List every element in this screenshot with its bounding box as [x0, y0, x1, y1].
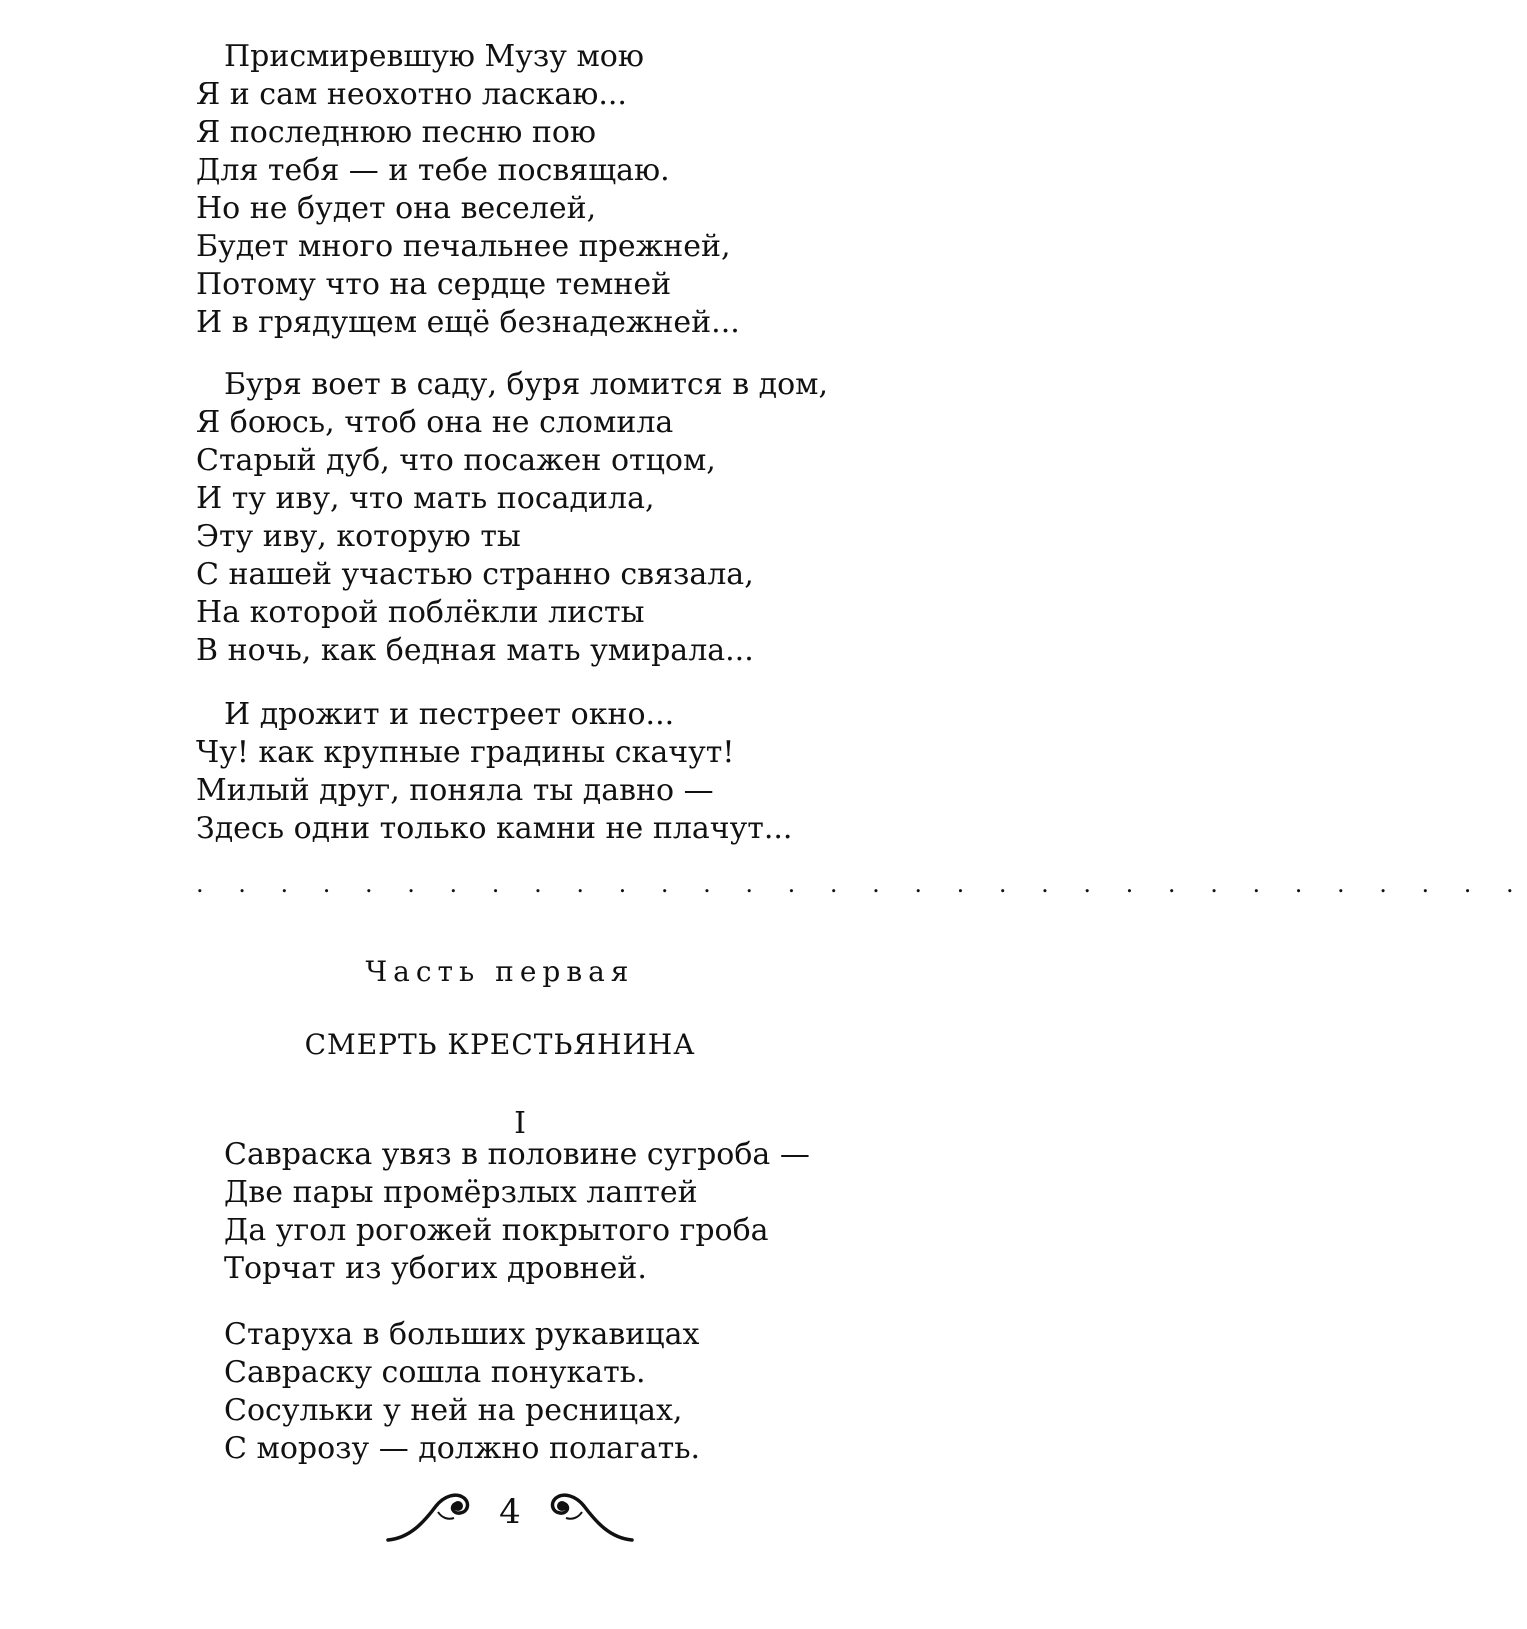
- poem-line: Присмиревшую Музу мою: [224, 39, 644, 74]
- poem-line: Чу! как крупные градины скачут!: [196, 735, 735, 770]
- poem-line: Потому что на сердце темней: [196, 267, 672, 302]
- poem-line: Для тебя — и тебе посвящаю.: [196, 153, 670, 188]
- poem-line: Но не будет она веселей,: [196, 191, 597, 226]
- poem-line: Здесь одни только камни не плачут...: [196, 811, 793, 846]
- poem-line: Торчат из убогих дровней.: [224, 1251, 647, 1286]
- poem-line: С нашей участью странно связала,: [196, 557, 754, 592]
- poem-line: Буря воет в саду, буря ломится в дом,: [224, 367, 829, 402]
- poem-line: Будет много печальнее прежней,: [196, 229, 731, 264]
- poem-line: Старый дуб, что посажен отцом,: [196, 443, 716, 478]
- poem-line: И в грядущем ещё безнадежней...: [196, 305, 740, 340]
- right-ornament-icon: [540, 1482, 640, 1552]
- chapter-title: СМЕРТЬ КРЕСТЬЯНИНА: [304, 1028, 696, 1061]
- poem-line: Две пары промёрзлых лаптей: [224, 1175, 698, 1210]
- poem-line: Старуха в больших рукавицах: [224, 1317, 700, 1352]
- dotted-separator: . . . . . . . . . . . . . . . . . . . . . . . . . . . . . . . .: [196, 870, 1527, 898]
- poem-line: С морозу — должно полагать.: [224, 1431, 701, 1466]
- poem-line: И дрожит и пестреет окно...: [224, 697, 675, 732]
- poem-line: На которой поблёкли листы: [196, 595, 645, 630]
- page-footer: [380, 1482, 640, 1552]
- poem-line: Да угол рогожей покрытого гроба: [224, 1213, 769, 1248]
- part-title: Часть первая: [365, 955, 635, 988]
- poem-line: Я последнюю песню пою: [196, 115, 597, 150]
- intro-stanza-1: [196, 38, 740, 342]
- poem-line: И ту иву, что мать посадила,: [196, 481, 655, 516]
- poem-line: Я боюсь, чтоб она не сломила: [196, 405, 674, 440]
- poem-line: Милый друг, поняла ты давно —: [196, 773, 714, 808]
- intro-stanza-3: [196, 696, 792, 848]
- page-number: 4: [499, 1492, 521, 1532]
- poem-line: В ночь, как бедная мать умирала...: [196, 633, 754, 668]
- chapter-stanza-2: [224, 1316, 700, 1468]
- section-number: I: [514, 1106, 526, 1141]
- poem-line: Эту иву, которую ты: [196, 519, 521, 554]
- poem-line: Сосульки у ней на ресницах,: [224, 1393, 683, 1428]
- intro-stanza-2: [196, 366, 828, 670]
- poem-line: Я и сам неохотно ласкаю...: [196, 77, 627, 112]
- poem-line: Савраска увяз в половине сугроба —: [224, 1137, 810, 1172]
- poem-line: Савраску сошла понукать.: [224, 1355, 646, 1390]
- chapter-stanza-1: [224, 1136, 810, 1288]
